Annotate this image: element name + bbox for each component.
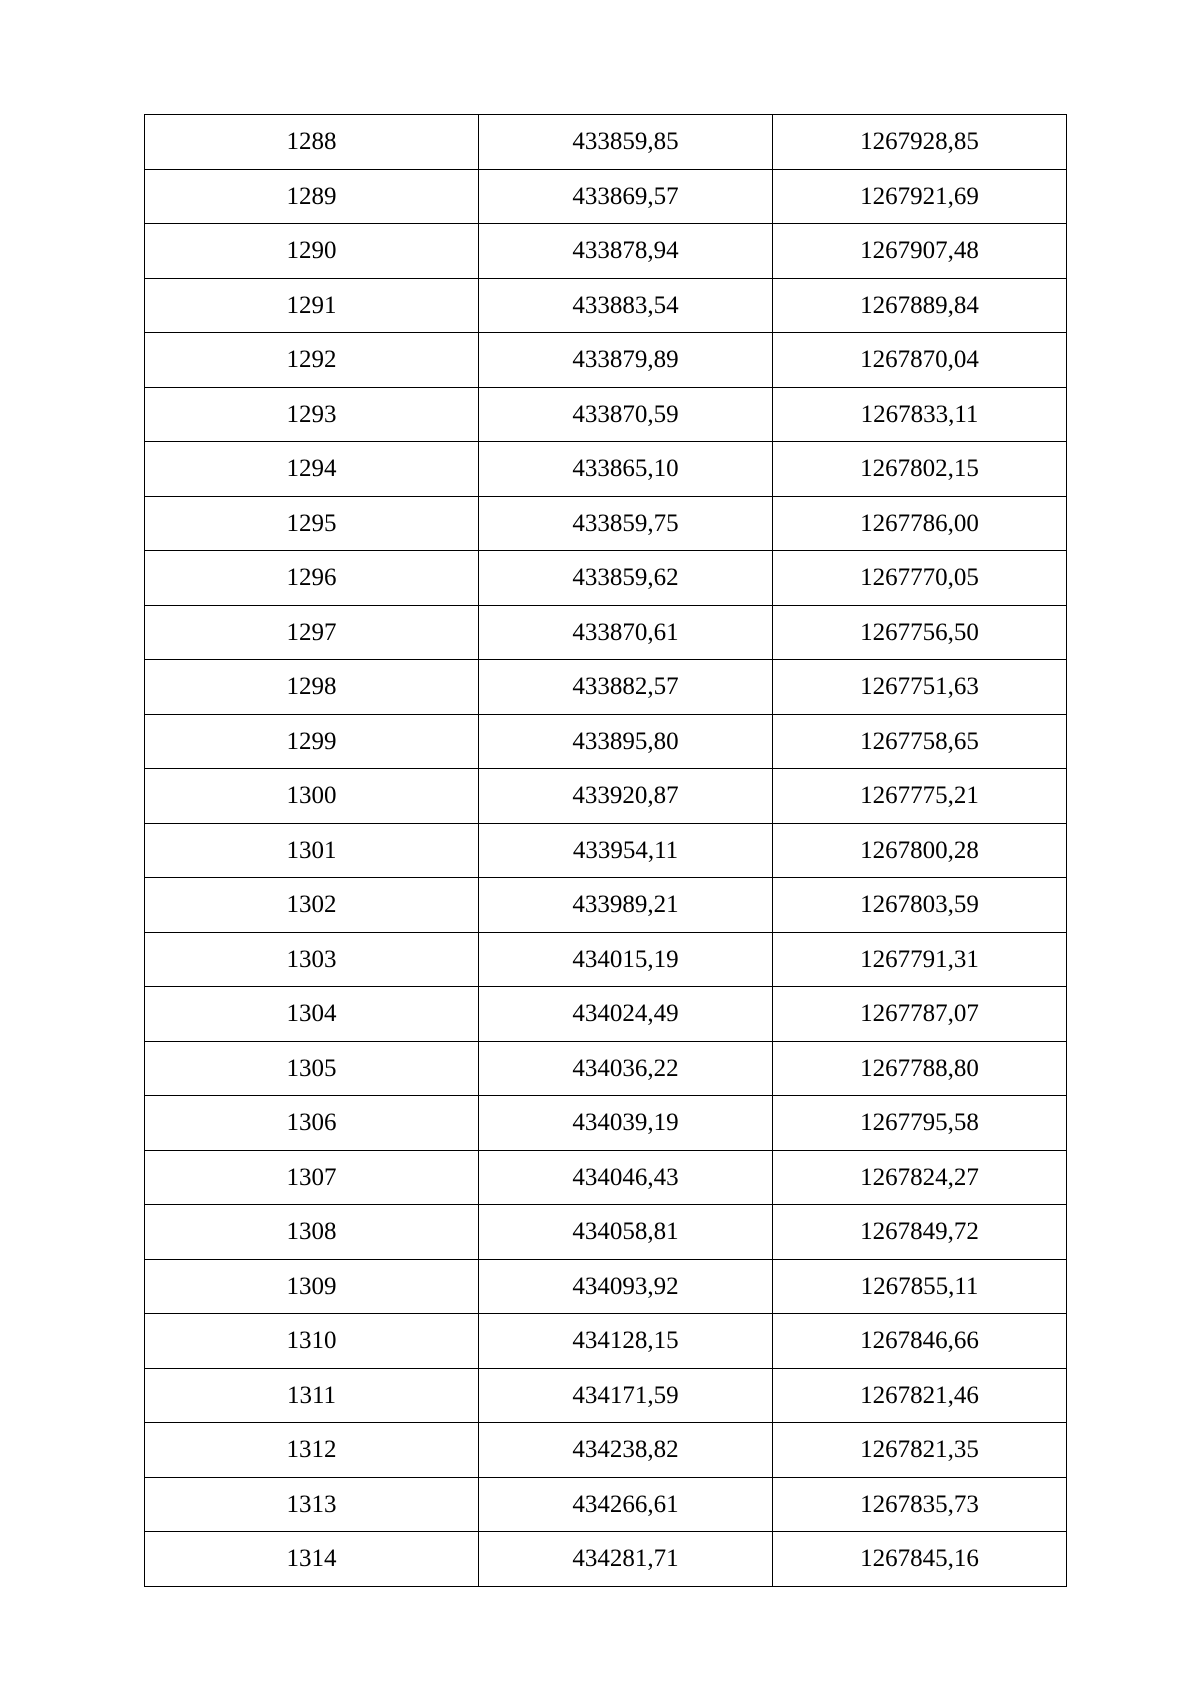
x-coordinate-cell: 433882,57: [479, 660, 773, 715]
x-coordinate-cell: 433870,59: [479, 387, 773, 442]
y-coordinate-cell: 1267758,65: [773, 714, 1067, 769]
y-coordinate-cell: 1267849,72: [773, 1205, 1067, 1260]
table-row: [145, 1150, 1067, 1205]
table-row: [145, 1532, 1067, 1587]
table-row: [145, 714, 1067, 769]
y-coordinate-cell: 1267889,84: [773, 278, 1067, 333]
point-number-cell: 1313: [145, 1477, 479, 1532]
table-row: [145, 1096, 1067, 1151]
x-coordinate-cell: 434015,19: [479, 932, 773, 987]
table-row: [145, 551, 1067, 606]
y-coordinate-cell: 1267845,16: [773, 1532, 1067, 1587]
point-number-cell: 1303: [145, 932, 479, 987]
point-number-cell: 1312: [145, 1423, 479, 1478]
x-coordinate-cell: 434024,49: [479, 987, 773, 1042]
coordinates-table: [144, 114, 1067, 1587]
x-coordinate-cell: 434058,81: [479, 1205, 773, 1260]
point-number-cell: 1297: [145, 605, 479, 660]
y-coordinate-cell: 1267775,21: [773, 769, 1067, 824]
y-coordinate-cell: 1267821,35: [773, 1423, 1067, 1478]
x-coordinate-cell: 433989,21: [479, 878, 773, 933]
x-coordinate-cell: 433920,87: [479, 769, 773, 824]
y-coordinate-cell: 1267846,66: [773, 1314, 1067, 1369]
y-coordinate-cell: 1267795,58: [773, 1096, 1067, 1151]
table-row: [145, 387, 1067, 442]
x-coordinate-cell: 433954,11: [479, 823, 773, 878]
table-row: [145, 605, 1067, 660]
y-coordinate-cell: 1267870,04: [773, 333, 1067, 388]
x-coordinate-cell: 433878,94: [479, 224, 773, 279]
x-coordinate-cell: 433895,80: [479, 714, 773, 769]
x-coordinate-cell: 433879,89: [479, 333, 773, 388]
x-coordinate-cell: 434036,22: [479, 1041, 773, 1096]
y-coordinate-cell: 1267824,27: [773, 1150, 1067, 1205]
point-number-cell: 1295: [145, 496, 479, 551]
table-row: [145, 1205, 1067, 1260]
table-row: [145, 932, 1067, 987]
point-number-cell: 1308: [145, 1205, 479, 1260]
table-row: [145, 224, 1067, 279]
point-number-cell: 1299: [145, 714, 479, 769]
point-number-cell: 1304: [145, 987, 479, 1042]
table-row: [145, 278, 1067, 333]
x-coordinate-cell: 434281,71: [479, 1532, 773, 1587]
y-coordinate-cell: 1267833,11: [773, 387, 1067, 442]
y-coordinate-cell: 1267928,85: [773, 115, 1067, 170]
point-number-cell: 1290: [145, 224, 479, 279]
table-row: [145, 115, 1067, 170]
x-coordinate-cell: 433865,10: [479, 442, 773, 497]
y-coordinate-cell: 1267800,28: [773, 823, 1067, 878]
x-coordinate-cell: 434171,59: [479, 1368, 773, 1423]
y-coordinate-cell: 1267751,63: [773, 660, 1067, 715]
table-row: [145, 1314, 1067, 1369]
x-coordinate-cell: 433859,85: [479, 115, 773, 170]
table-row: [145, 987, 1067, 1042]
point-number-cell: 1314: [145, 1532, 479, 1587]
table-row: [145, 333, 1067, 388]
table-row: [145, 823, 1067, 878]
y-coordinate-cell: 1267921,69: [773, 169, 1067, 224]
y-coordinate-cell: 1267855,11: [773, 1259, 1067, 1314]
point-number-cell: 1293: [145, 387, 479, 442]
point-number-cell: 1288: [145, 115, 479, 170]
point-number-cell: 1307: [145, 1150, 479, 1205]
point-number-cell: 1310: [145, 1314, 479, 1369]
table-row: [145, 1041, 1067, 1096]
table-row: [145, 1259, 1067, 1314]
x-coordinate-cell: 434128,15: [479, 1314, 773, 1369]
point-number-cell: 1292: [145, 333, 479, 388]
x-coordinate-cell: 434266,61: [479, 1477, 773, 1532]
x-coordinate-cell: 433859,75: [479, 496, 773, 551]
y-coordinate-cell: 1267788,80: [773, 1041, 1067, 1096]
coordinates-table-body: [145, 115, 1067, 1587]
y-coordinate-cell: 1267821,46: [773, 1368, 1067, 1423]
table-row: [145, 769, 1067, 824]
x-coordinate-cell: 434093,92: [479, 1259, 773, 1314]
table-row: [145, 1477, 1067, 1532]
point-number-cell: 1291: [145, 278, 479, 333]
x-coordinate-cell: 434039,19: [479, 1096, 773, 1151]
point-number-cell: 1306: [145, 1096, 479, 1151]
x-coordinate-cell: 433859,62: [479, 551, 773, 606]
table-row: [145, 496, 1067, 551]
x-coordinate-cell: 433869,57: [479, 169, 773, 224]
point-number-cell: 1294: [145, 442, 479, 497]
point-number-cell: 1301: [145, 823, 479, 878]
y-coordinate-cell: 1267786,00: [773, 496, 1067, 551]
x-coordinate-cell: 433883,54: [479, 278, 773, 333]
table-row: [145, 169, 1067, 224]
point-number-cell: 1311: [145, 1368, 479, 1423]
table-row: [145, 878, 1067, 933]
y-coordinate-cell: 1267802,15: [773, 442, 1067, 497]
y-coordinate-cell: 1267835,73: [773, 1477, 1067, 1532]
y-coordinate-cell: 1267756,50: [773, 605, 1067, 660]
point-number-cell: 1298: [145, 660, 479, 715]
point-number-cell: 1296: [145, 551, 479, 606]
x-coordinate-cell: 434238,82: [479, 1423, 773, 1478]
table-row: [145, 442, 1067, 497]
y-coordinate-cell: 1267907,48: [773, 224, 1067, 279]
point-number-cell: 1289: [145, 169, 479, 224]
point-number-cell: 1302: [145, 878, 479, 933]
point-number-cell: 1309: [145, 1259, 479, 1314]
y-coordinate-cell: 1267803,59: [773, 878, 1067, 933]
table-row: [145, 660, 1067, 715]
y-coordinate-cell: 1267787,07: [773, 987, 1067, 1042]
point-number-cell: 1305: [145, 1041, 479, 1096]
table-row: [145, 1368, 1067, 1423]
x-coordinate-cell: 433870,61: [479, 605, 773, 660]
y-coordinate-cell: 1267791,31: [773, 932, 1067, 987]
table-row: [145, 1423, 1067, 1478]
y-coordinate-cell: 1267770,05: [773, 551, 1067, 606]
x-coordinate-cell: 434046,43: [479, 1150, 773, 1205]
point-number-cell: 1300: [145, 769, 479, 824]
